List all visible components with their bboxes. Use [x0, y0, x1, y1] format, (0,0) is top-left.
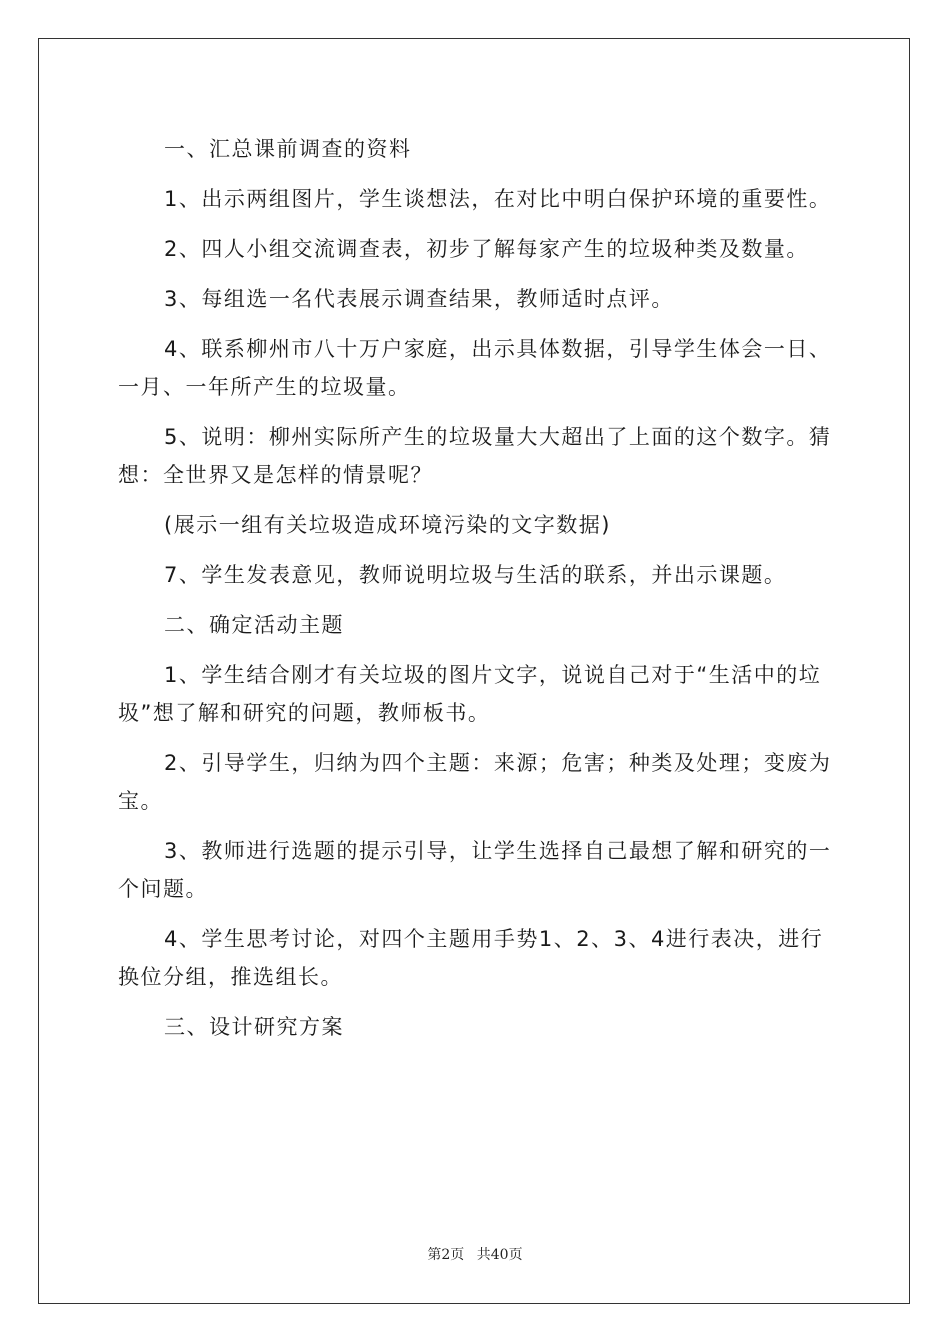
paragraph: 4、学生思考讨论，对四个主题用手势1、2、3、4进行表决，进行换位分组，推选组长。: [118, 927, 824, 989]
paragraph: 7、学生发表意见，教师说明垃圾与生活的联系，并出示课题。: [164, 563, 787, 587]
paragraph: 2、四人小组交流调查表，初步了解每家产生的垃圾种类及数量。: [164, 237, 809, 261]
page-footer: [0, 1244, 950, 1264]
paragraph: (展示一组有关垃圾造成环境污染的文字数据): [164, 513, 611, 537]
document-body: [118, 130, 838, 1058]
paragraph: 3、教师进行选题的提示引导，让学生选择自己最想了解和研究的一个问题。: [118, 839, 832, 901]
paragraph: 1、学生结合刚才有关垃圾的图片文字，说说自己对于“生活中的垃圾”想了解和研究的问题，教师板书。: [118, 663, 822, 725]
section-heading-1: 一、汇总课前调查的资料: [164, 137, 412, 161]
page-total: 共40页: [476, 1247, 523, 1263]
paragraph: 2、引导学生，归纳为四个主题：来源；危害；种类及处理；变废为宝。: [118, 751, 832, 813]
paragraph: 3、每组选一名代表展示调查结果，教师适时点评。: [164, 287, 674, 311]
paragraph: 4、联系柳州市八十万户家庭，出示具体数据，引导学生体会一日、一月、一年所产生的垃圾量。: [118, 337, 832, 399]
page-number: 第2页: [427, 1247, 465, 1263]
section-heading-2: 二、确定活动主题: [164, 613, 344, 637]
section-heading-3: 三、设计研究方案: [164, 1015, 344, 1039]
paragraph: 1、出示两组图片，学生谈想法，在对比中明白保护环境的重要性。: [164, 187, 832, 211]
paragraph: 5、说明：柳州实际所产生的垃圾量大大超出了上面的这个数字。猜想：全世界又是怎样的情景呢？: [118, 425, 832, 487]
